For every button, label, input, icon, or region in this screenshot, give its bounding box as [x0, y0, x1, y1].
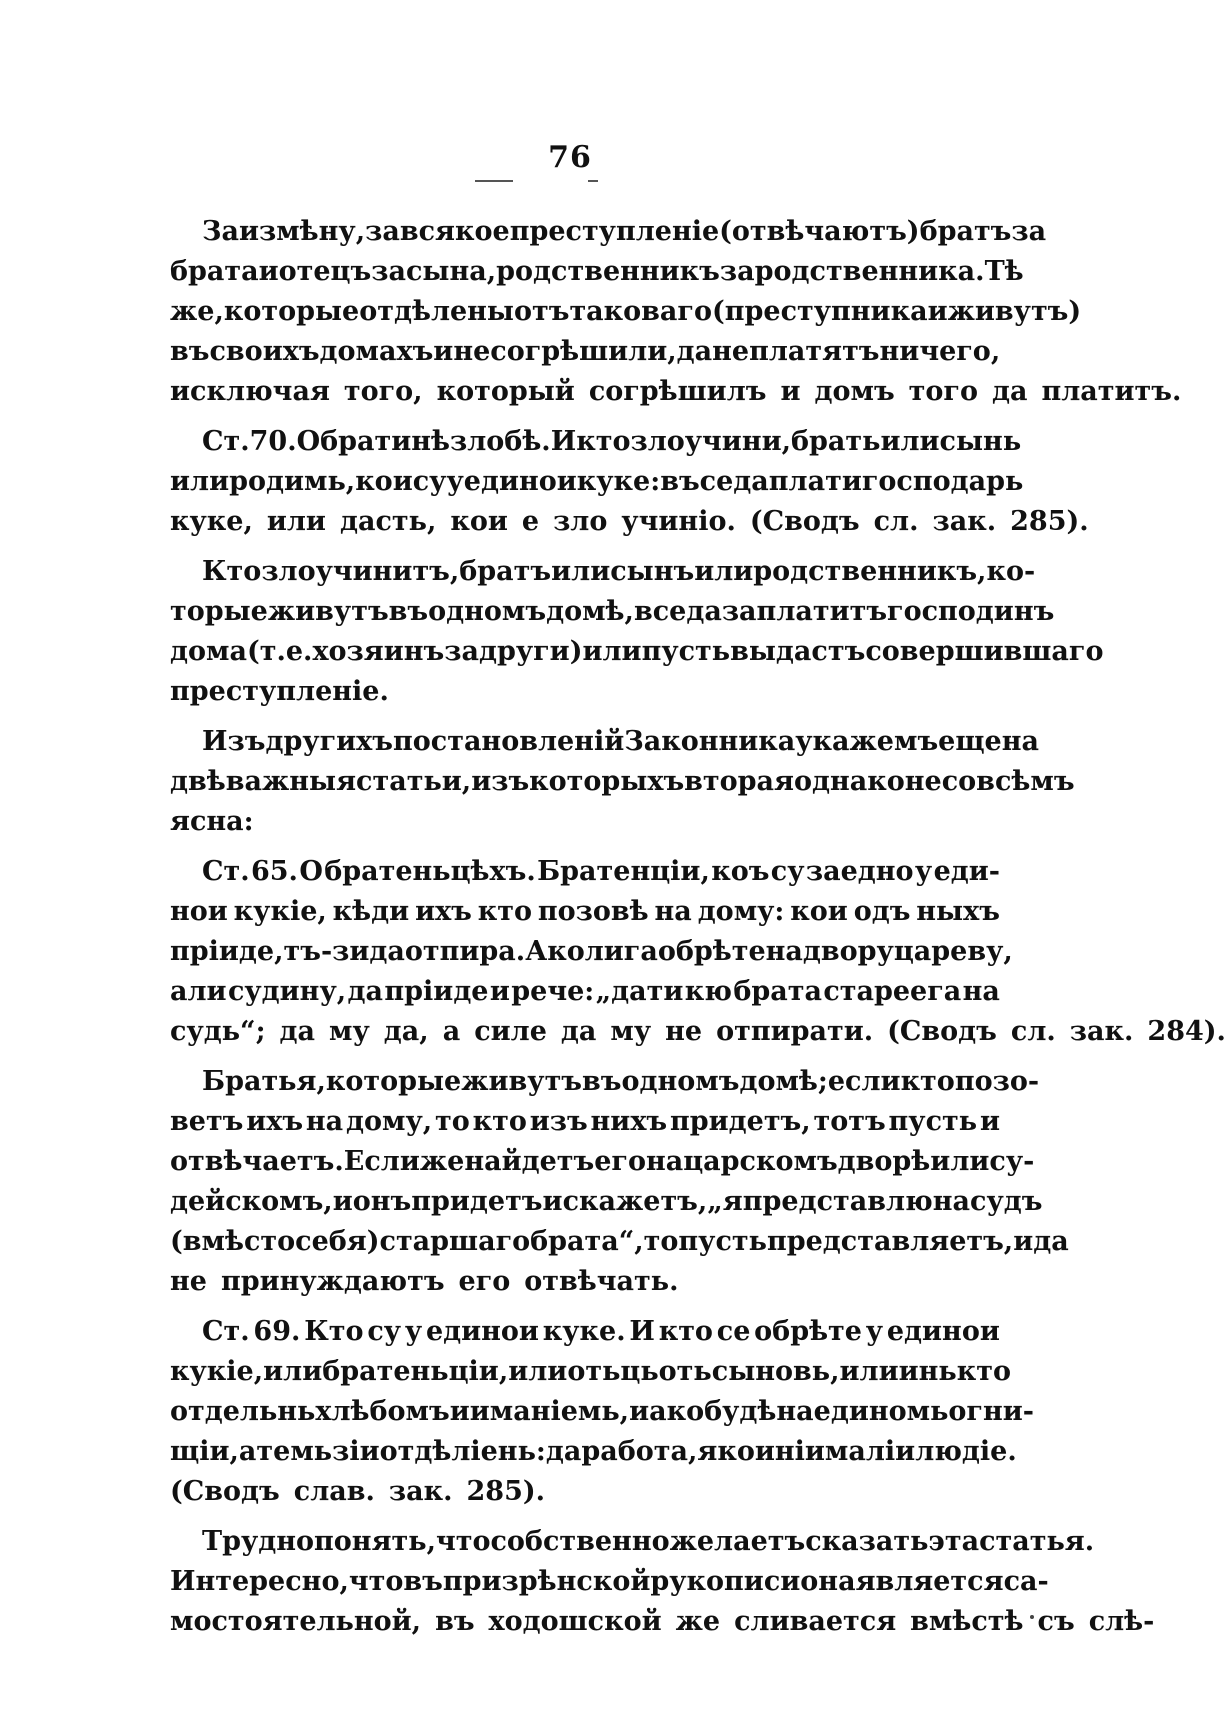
- page-number: 76: [548, 140, 592, 175]
- paragraph: [170, 552, 1104, 712]
- text-line: преступленіе.: [170, 676, 389, 707]
- paragraph: [170, 422, 1089, 542]
- paragraph: [170, 722, 1075, 842]
- text-line: торые живутъ въ одномъ домѣ, все да заплатитъ господинъ: [170, 596, 1055, 627]
- paragraph: [170, 1522, 1155, 1642]
- paragraph-gap: [170, 1052, 1000, 1062]
- text-line: Ст. 70. О братинѣ злобѣ. И кто зло учини, брать или сынь: [202, 426, 1022, 457]
- text-line: дома (т. е. хозяинъ задруги) или пусть выдастъ совершившаго: [170, 636, 1104, 667]
- paragraph: [170, 1312, 1034, 1512]
- text-line: брата и отецъ за сына, родственникъ за родственника. Тѣ: [170, 256, 1024, 287]
- paragraph: [170, 852, 1226, 1052]
- text-line: же, которые отдѣлены отъ таковаго (преступника и живутъ): [170, 296, 1082, 327]
- header-rule-right: [588, 180, 598, 182]
- text-line: Братья, которые живутъ въ одномъ домѣ; если кто позо-: [202, 1066, 1040, 1097]
- paragraph: [170, 1062, 1069, 1302]
- paragraph: [170, 212, 1182, 412]
- paragraph-gap: [170, 1302, 1000, 1312]
- text-line: отвѣчаетъ. Если же найдетъ его на царскомъ дворѣ или су-: [170, 1146, 1035, 1177]
- text-line: кукіе, или братеньціи, или отьць оть сыновь, или инь кто: [170, 1356, 1011, 1387]
- text-line: Кто зло учинитъ, братъ или сынъ или родственникъ, ко-: [202, 556, 1036, 587]
- paragraph-gap: [170, 842, 1000, 852]
- text-line: дейскомъ, и онъ придетъ и скажетъ, „я представлю на судъ: [170, 1186, 1043, 1217]
- text-line: нои кукіе, кѣди ихъ кто позовѣ на дому: кои одъ ныхъ: [170, 896, 1000, 927]
- text-line: За измѣну, за всякое преступленіе (отвѣчаютъ) братъ за: [202, 216, 1047, 247]
- text-line: Трудно понять, что собственно желаетъ сказать эта статья.: [202, 1526, 1095, 1557]
- paragraph-gap: [170, 542, 1000, 552]
- text-line: Изъ другихъ постановленій Законника укажемъ еще на: [202, 726, 1039, 757]
- text-line: Ст. 69. Кто су у единои куке. И кто се обрѣте у единои: [202, 1316, 1000, 1347]
- text-line: куке, или дасть, кои е зло учиніо. (Сводъ сл. зак. 285).: [170, 506, 1089, 537]
- text-line: пріиде, тъ-зи да отпира. Ако ли га обрѣте на двору цареву,: [170, 936, 1013, 967]
- text-line: или родимь, кои су у единои куке: въсе да плати господарь: [170, 466, 1024, 497]
- text-line: исключая того, который согрѣшилъ и домъ того да платитъ.: [170, 376, 1182, 407]
- text-line: ветъ ихъ на дому, то кто изъ нихъ придетъ, тотъ пусть и: [170, 1106, 1000, 1137]
- paragraph-gap: [170, 1512, 1000, 1522]
- text-line: мостоятельной, въ ходошской же сливается вмѣстѣ съ слѣ-: [170, 1606, 1155, 1637]
- text-line: не принуждаютъ его отвѣчать.: [170, 1266, 679, 1297]
- body-text: [170, 212, 1226, 1642]
- text-line: въ своихъ домахъ и не согрѣшили, да не платятъ ничего,: [170, 336, 1001, 367]
- header-rule-left: [475, 180, 513, 182]
- text-line: щіи, а темь зіи отдѣліень: да работа, яко иніи маліи людіе.: [170, 1436, 1017, 1467]
- text-line: двѣ важныя статьи, изъ которыхъ вторая однако не совсѣмъ: [170, 766, 1075, 797]
- text-line: Ст. 65. О братеньцѣхъ. Братенціи, коъ су заедно у еди-: [202, 856, 1000, 887]
- text-line: (Сводъ слав. зак. 285).: [170, 1476, 546, 1507]
- text-line: Интересно, что въ призрѣнской рукописи она является са-: [170, 1566, 1049, 1597]
- text-line: али судину, да пріиде и рече: „дати кю брата стареега на: [170, 976, 1000, 1007]
- margin-speck: [1030, 1615, 1034, 1619]
- text-line: судь“; да му да, а силе да му не отпирати. (Сводъ сл. зак. 284).: [170, 1016, 1226, 1047]
- text-line: ясна:: [170, 806, 254, 837]
- text-line: (вмѣсто себя) старшаго брата“, то пусть представляетъ, и да: [170, 1226, 1069, 1257]
- paragraph-gap: [170, 712, 1000, 722]
- paragraph-gap: [170, 412, 1000, 422]
- text-line: отдельнь хлѣбомъ и иманіемь, и ако будѣ на единомь огни-: [170, 1396, 1034, 1427]
